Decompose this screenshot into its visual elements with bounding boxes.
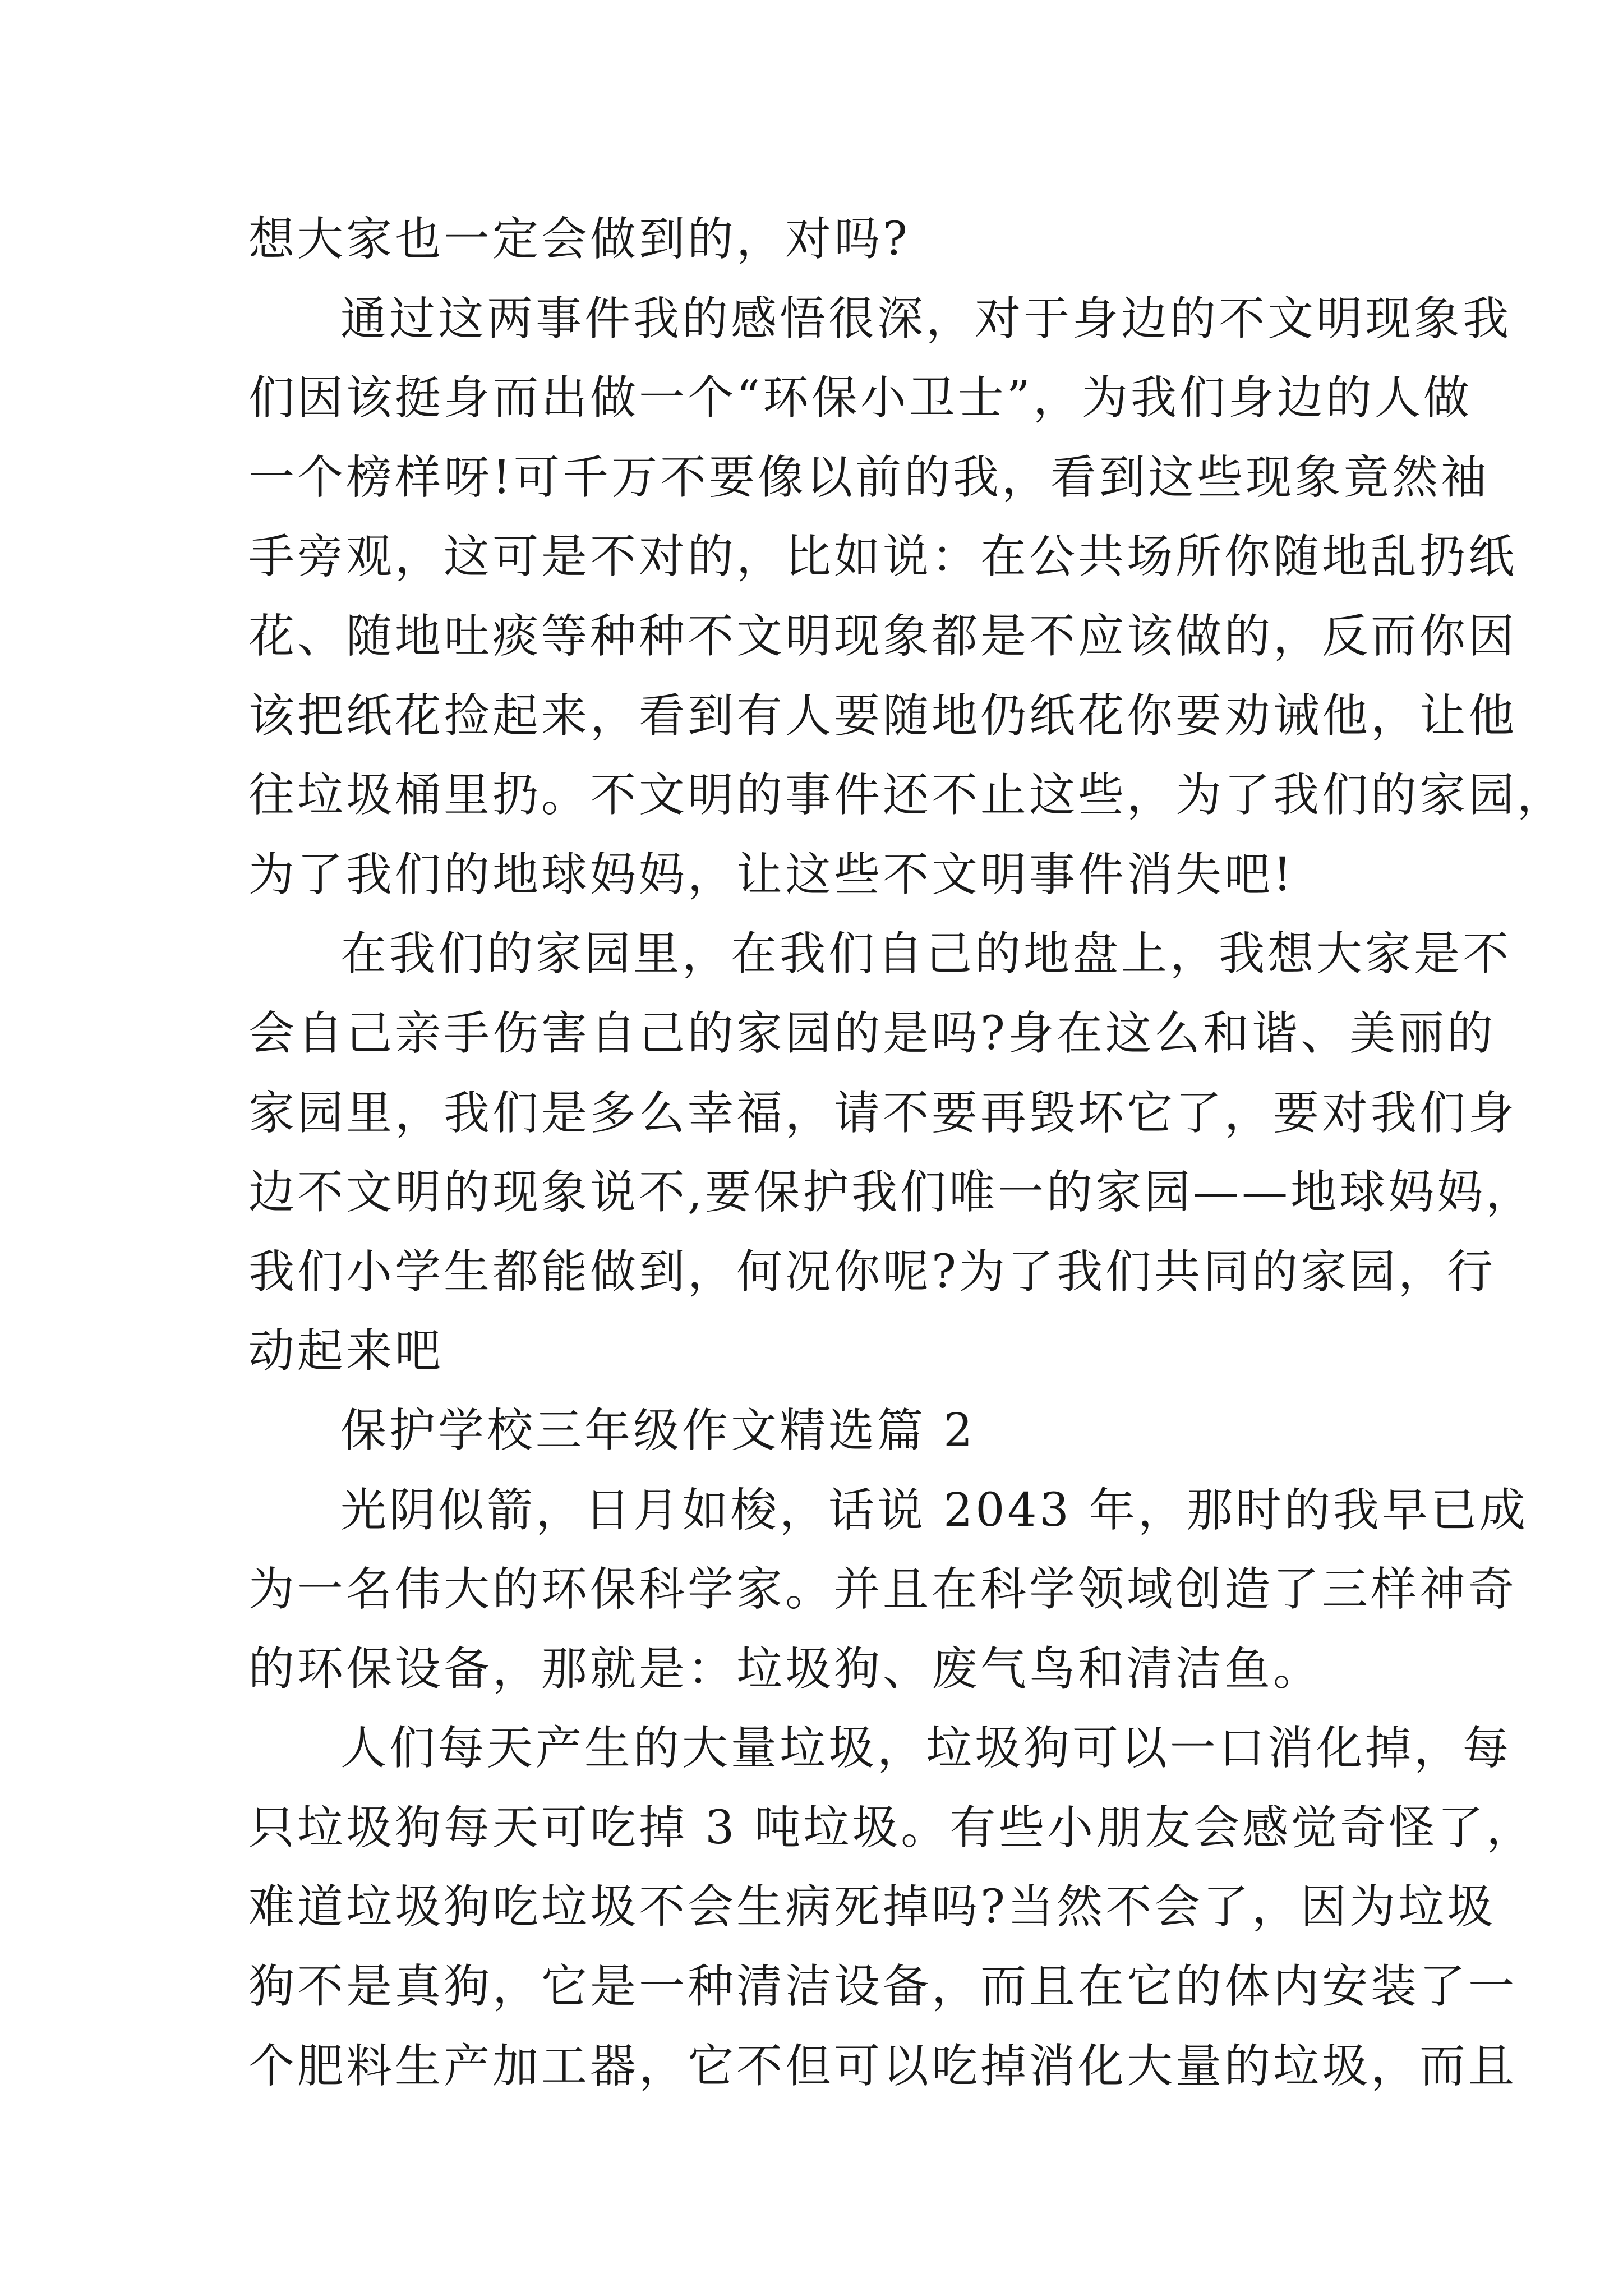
text-line: 我们小学生都能做到，何况你呢?为了我们共同的家园，行 bbox=[248, 1245, 1496, 1299]
text-line: 在我们的家园里，在我们自己的地盘上，我想大家是不 bbox=[340, 927, 1512, 981]
text-line: 的环保设备，那就是：垃圾狗、废气鸟和清洁鱼。 bbox=[248, 1642, 1322, 1696]
text-line: 边不文明的现象说不,要保护我们唯一的家园——地球妈妈， bbox=[248, 1166, 1535, 1220]
text-line: 狗不是真狗，它是一种清洁设备，而且在它的体内安装了一 bbox=[248, 1960, 1518, 2014]
text-line: 难道垃圾狗吃垃圾不会生病死掉吗?当然不会了，因为垃圾 bbox=[248, 1880, 1496, 1934]
text-line: 该把纸花捡起来，看到有人要随地仍纸花你要劝诫他，让他 bbox=[248, 689, 1518, 743]
text-line: 往垃圾桶里扔。不文明的事件还不止这些，为了我们的家园， bbox=[248, 769, 1566, 822]
text-line: 们因该挺身而出做一个“环保小卫士”，为我们身边的人做 bbox=[248, 371, 1472, 425]
text-line: 为一名伟大的环保科学家。并且在科学领域创造了三样神奇 bbox=[248, 1563, 1518, 1617]
section-heading: 保护学校三年级作文精选篇 2 bbox=[340, 1404, 976, 1457]
document-body bbox=[248, 200, 1566, 2106]
text-line: 为了我们的地球妈妈，让这些不文明事件消失吧! bbox=[248, 848, 1294, 901]
text-line: 通过这两事件我的感悟很深，对于身边的不文明现象我 bbox=[340, 292, 1512, 346]
text-line: 个肥料生产加工器，它不但可以吃掉消化大量的垃圾，而且 bbox=[248, 2039, 1518, 2093]
text-line: 想大家也一定会做到的，对吗? bbox=[248, 213, 910, 266]
text-line: 人们每天产生的大量垃圾，垃圾狗可以一口消化掉，每 bbox=[340, 1722, 1512, 1775]
text-line: 花、随地吐痰等种种不文明现象都是不应该做的，反而你因 bbox=[248, 609, 1518, 663]
text-line: 只垃圾狗每天可吃掉 3 吨垃圾。有些小朋友会感觉奇怪了， bbox=[248, 1801, 1536, 1855]
text-line: 会自己亲手伤害自己的家园的是吗?身在这么和谐、美丽的 bbox=[248, 1006, 1496, 1060]
text-line: 动起来吧 bbox=[248, 1324, 444, 1378]
text-line: 手旁观，这可是不对的，比如说：在公共场所你随地乱扔纸 bbox=[248, 530, 1518, 584]
text-line: 一个榜样呀!可千万不要像以前的我，看到这些现象竟然袖 bbox=[248, 450, 1490, 504]
text-line: 光阴似箭，日月如梭，话说 2043 年，那时的我早已成 bbox=[340, 1483, 1528, 1537]
text-line: 家园里，我们是多么幸福，请不要再毁坏它了，要对我们身 bbox=[248, 1086, 1518, 1140]
